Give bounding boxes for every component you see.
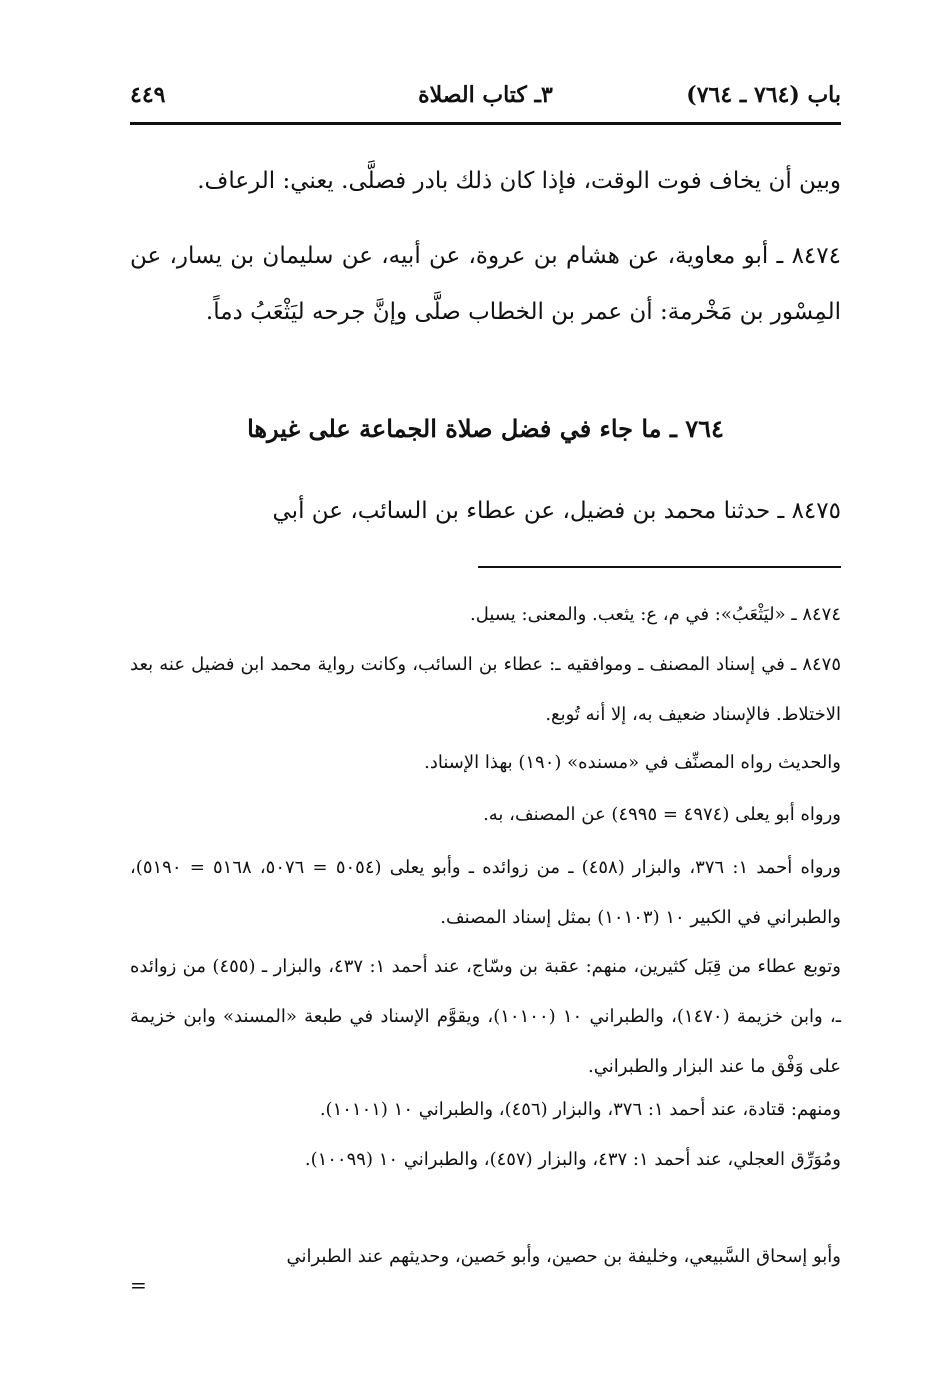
footnote-8475-muwarriq: ومُوَرِّق العجلي، عند أحمد ١: ٤٣٧، والبزار (٤٥٧)، والطبراني ١٠ (١٠٠٩٩). [304, 1149, 841, 1170]
footnote-8474: ٨٤٧٤ ـ «ليَثْعَبُ»: في م، ع: يثعب. والمعنى: يسيل. [469, 604, 841, 625]
footnote-8475-qatada: ومنهم: قتادة، عند أحمد ١: ٣٧٦، والبزار (٤٥٦)، والطبراني ١٠ (١٠١٠١). [319, 1099, 841, 1120]
running-header [130, 76, 841, 120]
footnote-8475-isnad: ٨٤٧٥ ـ في إسناد المصنف ـ وموافقيه ـ: عطاء بن السائب، وكانت رواية محمد ابن فضيل عنه بعد الاختلاط. فالإسناد ضعيف به، إلا أنه تُوبع. [130, 654, 842, 725]
hadith-8474: ٨٤٧٤ ـ أبو معاوية، عن هشام بن عروة، عن أبيه، عن سليمان بن يسار، عن المِسْور بن مَخْرمة: أن عمر بن الخطاب صلَّى وإنَّ جرحه ليَثْعَبُ دماً. [130, 243, 841, 325]
page-number: ٤٤٩ [130, 82, 166, 108]
footnote-8475-abu-yala: ورواه أبو يعلى (٤٩٧٤ = ٤٩٩٥) عن المصنف، به. [483, 804, 841, 825]
continuation-mark: = [130, 1273, 147, 1297]
footnote-8475-musnad: والحديث رواه المصنِّف في «مسنده» (١٩٠) بهذا الإسناد. [424, 752, 841, 773]
footnote-8475-ahmad: ورواه أحمد ١: ٣٧٦، والبزار (٤٥٨) ـ من زوائده ـ وأبو يعلى (٥٠٥٤ = ٥٠٧٦، ٥١٦٨ = ٥١٩٠)، والطبراني في الكبير ١٠ (١٠١٠٣) بمثل إسناد المصنف. [130, 857, 842, 928]
chapter-range: باب (٧٦٤ ـ ٧٦٤) [686, 82, 841, 108]
intro-line: وبين أن يخاف فوت الوقت، فإذا كان ذلك بادر فصلَّى. يعني: الرعاف. [197, 168, 841, 194]
footnote-separator [478, 566, 841, 568]
footnote-8475-mutabaat: وتوبع عطاء من قِبَل كثيرين، منهم: عقبة بن وسّاج، عند أحمد ١: ٤٣٧، والبزار ـ (٤٥٥) من زوائده ـ، وابن خزيمة (١٤٧٠)، والطبراني ١٠ (١٠١٠٠)، ويقوَّم الإسناد في طبعة «المسند» وابن خزيمة على وَفْق ما عند البزار والطبراني. [130, 956, 841, 1077]
header-rule [130, 122, 841, 125]
hadith-8475: ٨٤٧٥ ـ حدثنا محمد بن فضيل، عن عطاء بن السائب، عن أبي [272, 498, 841, 524]
chapter-heading: ٧٦٤ ـ ما جاء في فضل صلاة الجماعة على غيرها [247, 414, 724, 443]
footnote-8475-abu-ishaq: وأبو إسحاق السَّبيعي، وخليفة بن حصين، وأبو حَصين، وحديثهم عند الطبراني [286, 1246, 841, 1267]
book-title: ٣ـ كتاب الصلاة [418, 82, 553, 108]
